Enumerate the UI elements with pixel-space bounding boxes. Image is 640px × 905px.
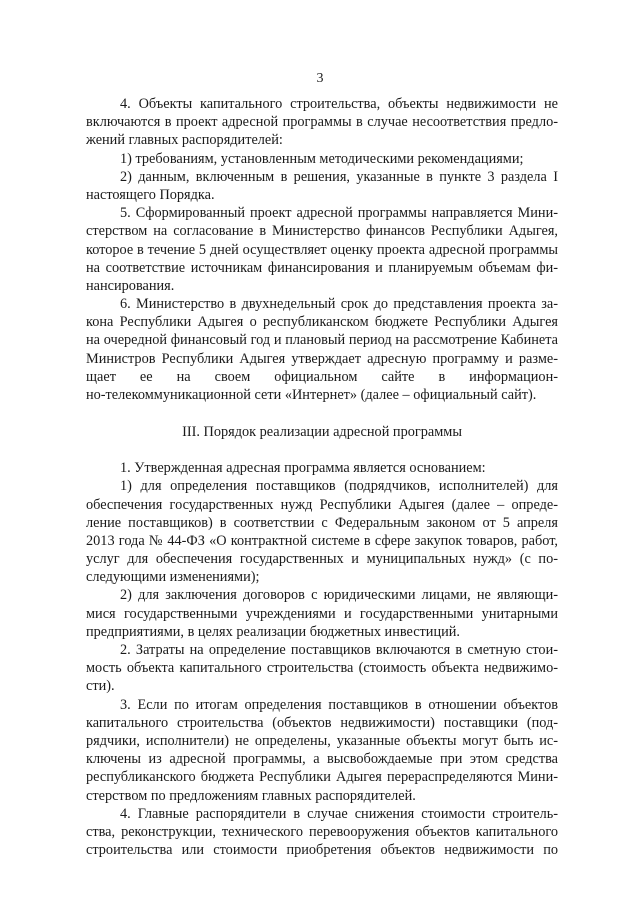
text-line: мость объекта капитального строительства (стоимость объекта недвижимо- [86,660,558,677]
text-line: 4. Главные распорядители в случае снижения стоимости строитель- [120,805,558,822]
text-line: ключены из адресной программы, а высвобождаемые при этом средства [86,751,558,768]
page-number: 3 [316,71,324,86]
text-line: ление поставщиков) в соответствии с Федеральным законом от 5 апреля [86,514,558,531]
blank-line [86,441,558,459]
text-line: 2013 года № 44-ФЗ «О контрактной системе в сфере закупок товаров, работ, [86,532,558,549]
document-body [86,95,558,859]
text-line: но-телекоммуникационной сети «Интернет» (далее – официальный сайт). [86,387,537,403]
text-line: 1) для определения поставщиков (подрядчиков, исполнителей) для [120,478,558,495]
text-line: услуг для обеспечения государственных и муниципальных нужд» (с по- [86,551,558,568]
text-line: 2) для заключения договоров с юридическими лицами, не являющи- [120,587,558,604]
text-line: кона Республики Адыгея о республиканском бюджете Республики Адыгея [86,314,558,331]
text-line: мися государственными учреждениями и государственными унитарными [86,605,558,622]
text-line: щает ее на своем официальном сайте в информацион- [86,368,558,385]
text-line: 1) требованиям, установленным методическими рекомендациями; [120,150,524,167]
text-line: обеспечения государственных нужд Республики Адыгея (далее – опреде- [86,496,558,513]
text-line: нансирования. [86,277,175,294]
text-line: которое в течение 5 дней осуществляет оценку проекта адресной программы [86,241,558,258]
text-line: 5. Сформированный проект адресной программы направляется Мини- [120,205,558,222]
text-line: следующими изменениями); [86,569,260,586]
text-line: республиканского бюджета Республики Адыгея перераспределяются Мини- [86,769,558,786]
text-line: капитального строительства (объектов недвижимости) поставщики (под- [86,714,558,731]
text-line: включаются в проект адресной программы в случае несоответствия предло- [86,114,558,131]
text-line: сти). [86,678,115,695]
text-line: предприятиями, в целях реализации бюджетных инвестиций. [86,623,460,640]
text-line: жений главных распорядителей: [86,132,283,149]
text-line: рядчики, исполнители) не определены, указанные объекты могут быть ис- [86,732,558,749]
text-line: строительства или стоимости приобретения объектов недвижимости по [86,842,558,859]
text-line: 6. Министерство в двухнедельный срок до представления проекта за- [120,296,558,313]
blank-line [86,404,558,422]
text-line: 2. Затраты на определение поставщиков включаются в сметную стои- [120,642,558,659]
text-line: 4. Объекты капитального строительства, объекты недвижимости не [120,96,558,112]
text-line: 3. Если по итогам определения поставщиков в отношении объектов [120,696,558,713]
text-line: ства, реконструкции, технического перевооружения объектов капитального [86,823,558,840]
text-line: на соответствие источникам финансирования и планируемым объемам фи- [86,259,558,276]
text-line: стерством по предложениям главных распорядителей. [86,787,416,804]
text-line: 1. Утвержденная адресная программа является основанием: [120,460,486,477]
text-line: стерством на согласование в Министерство финансов Республики Адыгея, [86,223,558,240]
text-line: настоящего Порядка. [86,186,215,203]
text-line: на очередной финансовый год и плановый период на рассмотрение Кабинета [86,332,558,349]
text-line: 2) данным, включенным в решения, указанные в пункте 3 раздела I [120,168,558,185]
text-line: Министров Республики Адыгея утверждает адресную программу и разме- [86,350,558,367]
section-heading: III. Порядок реализации адресной программы [182,423,462,440]
